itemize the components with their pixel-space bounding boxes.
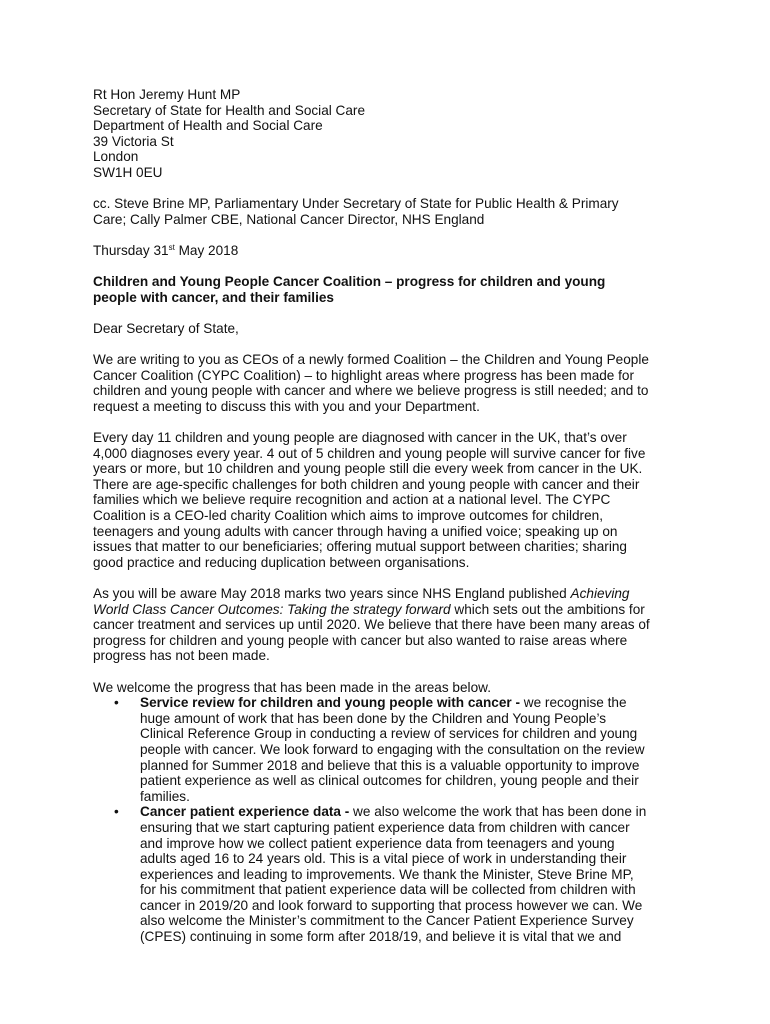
text-line: progress for children and young people with cancer but also wanted to raise areas where	[93, 632, 628, 648]
text-line: experiences and leading to improvements. We thank the Minister, Steve Brine MP,	[140, 866, 634, 882]
letter-page	[93, 87, 683, 945]
subject-line: people with cancer, and their families	[93, 289, 334, 305]
bullet-icon: •	[114, 695, 119, 711]
text-segment: which sets out the ambitions for	[450, 601, 645, 617]
text-line: and improve how we collect patient experience data from teenagers and young	[140, 835, 615, 851]
date-ordinal: st	[168, 242, 175, 252]
progress-intro: We welcome the progress that has been made in the areas below.	[93, 679, 491, 695]
text-line: planned for Summer 2018 and believe that this is a valuable opportunity to improve	[140, 757, 640, 773]
progress-list	[93, 695, 683, 945]
cc-text-line: cc. Steve Brine MP, Parliamentary Under Secretary of State for Public Health & Primary	[93, 196, 619, 212]
text-line: Coalition is a CEO-led charity Coalition which aims to improve outcomes for children,	[93, 508, 603, 524]
text-line	[140, 695, 683, 711]
text-line: people with cancer. We look forward to engaging with the consultation on the review	[140, 741, 645, 757]
date-prefix: Thursday 31	[93, 242, 169, 258]
text-line: for his commitment that patient experience data will be collected from children with	[140, 882, 636, 898]
text-line: adults aged 16 to 24 years old. This is a vital piece of work in understanding their	[140, 851, 627, 867]
text-line: families.	[140, 788, 190, 804]
text-line	[93, 586, 683, 602]
publication-title: World Class Cancer Outcomes: Taking the strategy forward	[93, 601, 451, 617]
list-item	[93, 804, 683, 944]
salutation: Dear Secretary of State,	[93, 320, 239, 336]
text-line	[93, 602, 683, 618]
cc-text-line: Care; Cally Palmer CBE, National Cancer Director, NHS England	[93, 211, 485, 227]
text-segment: As you will be aware May 2018 marks two years since NHS England published	[93, 586, 571, 601]
cc-line	[93, 196, 683, 227]
text-line: There are age-specific challenges for both children and young people with cancer and their	[93, 476, 640, 492]
text-line: 4,000 diagnoses every year. 4 out of 5 children and young people will survive cancer for five	[93, 445, 646, 461]
address-line: 39 Victoria St	[93, 133, 174, 149]
text-line: Every day 11 children and young people are diagnosed with cancer in the UK, that’s over	[93, 430, 627, 446]
text-line: good practice and reducing duplication between organisations.	[93, 554, 470, 570]
text-line: Clinical Reference Group in conducting a review of services for children and young	[140, 726, 638, 742]
text-line: years or more, but 10 children and young people still die every week from cancer in the UK.	[93, 461, 643, 477]
text-line: families which we believe require recognition and action at a national level. The CYPC	[93, 492, 611, 508]
text-line: request a meeting to discuss this with you and your Department.	[93, 398, 480, 414]
letter-date	[93, 243, 683, 259]
text-line: We are writing to you as CEOs of a newly formed Coalition – the Children and Young People	[93, 352, 649, 368]
text-segment: we recognise the	[519, 695, 627, 711]
text-line: cancer in 2019/20 and look forward to supporting that process however we can. We	[140, 897, 643, 913]
recipient-address	[93, 87, 683, 181]
letter-subject	[93, 274, 683, 305]
subject-line: Children and Young People Cancer Coalition – progress for children and young	[93, 274, 606, 290]
paragraph-strategy	[93, 586, 683, 664]
address-line: Rt Hon Jeremy Hunt MP	[93, 87, 241, 102]
address-line: SW1H 0EU	[93, 164, 163, 180]
text-line: patient experience as well as clinical outcomes for children, young people and their	[140, 773, 639, 789]
paragraph-coalition	[93, 430, 683, 570]
text-line: huge amount of work that has been done by the Children and Young People’s	[140, 710, 607, 726]
address-line: Department of Health and Social Care	[93, 118, 323, 134]
text-line: issues that matter to our beneficiaries; offering mutual support between charities; sharing	[93, 539, 627, 555]
text-line: also welcome the Minister’s commitment to the Cancer Patient Experience Survey	[140, 913, 634, 929]
bullet-title: Cancer patient experience data -	[140, 804, 350, 820]
text-line: teenagers and young adults with cancer through having a unified voice; speaking up on	[93, 523, 618, 539]
text-line: children and young people with cancer and where we believe progress is still needed; and to	[93, 383, 649, 399]
bullet-title: Service review for children and young people with cancer -	[140, 695, 520, 711]
address-line: Secretary of State for Health and Social Care	[93, 102, 366, 118]
list-item	[93, 695, 683, 804]
text-line: Cancer Coalition (CYPC Coalition) – to highlight areas where progress has been made for	[93, 367, 635, 383]
text-line	[140, 804, 683, 820]
text-line: cancer treatment and services up until 2020. We believe that there have been many areas of	[93, 617, 650, 633]
bullet-icon: •	[114, 804, 119, 820]
address-line: London	[93, 149, 139, 165]
publication-title: Achieving	[570, 586, 630, 601]
text-line: progress has not been made.	[93, 648, 270, 664]
text-line: (CPES) continuing in some form after 2018/19, and believe it is vital that we and	[140, 929, 622, 945]
date-rest: May 2018	[174, 242, 239, 258]
paragraph-intro	[93, 352, 683, 414]
text-segment: we also welcome the work that has been done in	[349, 804, 647, 820]
progress-section	[93, 680, 683, 945]
text-line: ensuring that we start capturing patient experience data from children with cancer	[140, 819, 630, 835]
